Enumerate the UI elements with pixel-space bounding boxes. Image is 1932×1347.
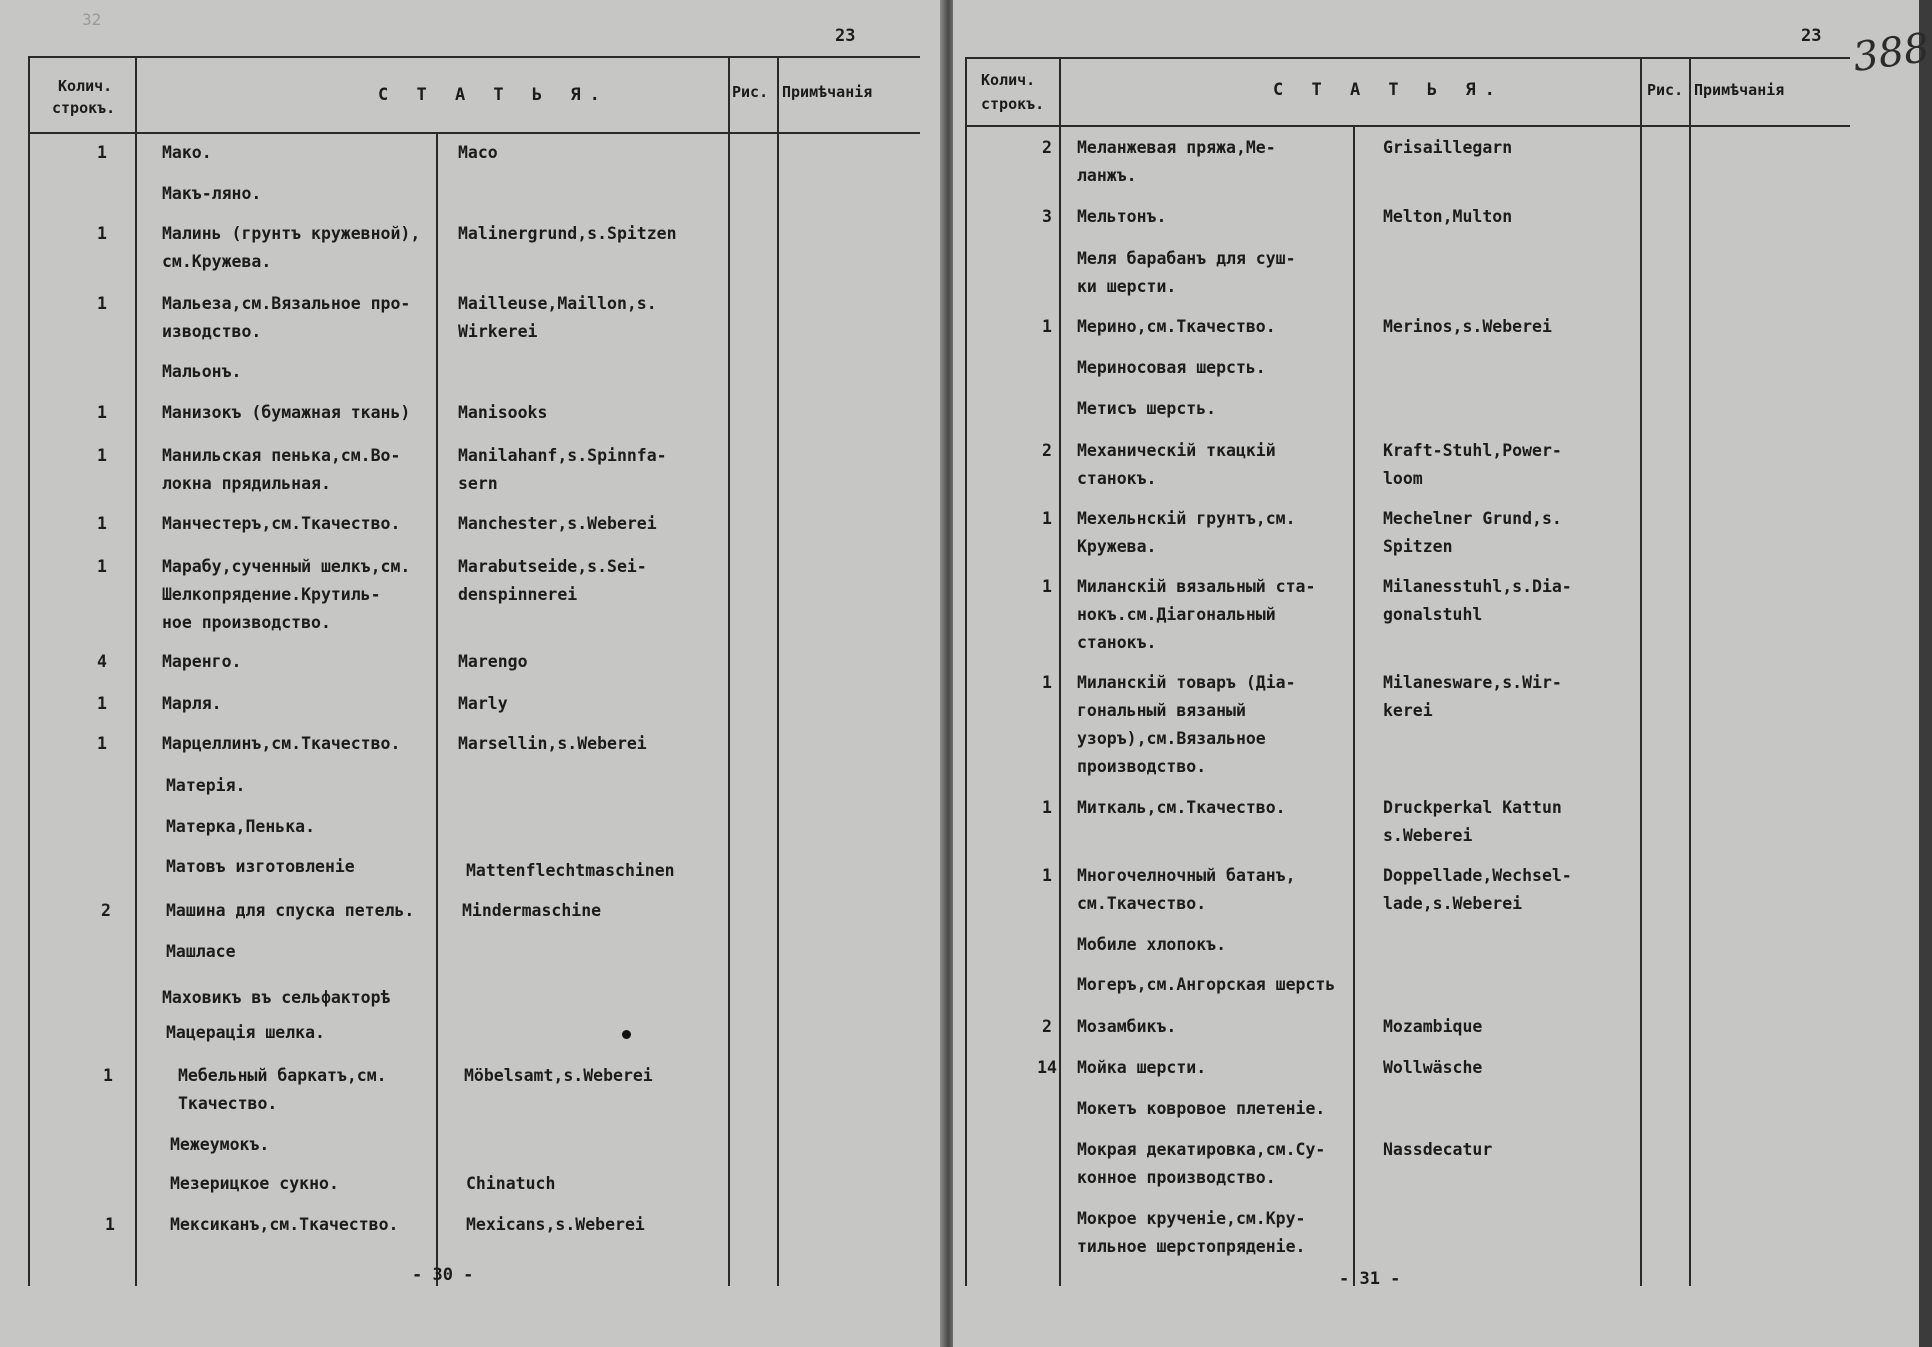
left-page [0,0,945,1347]
left-entries-list [0,0,945,1347]
entry-russian-term: Макъ-ляно. [162,184,262,203]
entry-german-term: Malinergrund,s.Spitzen [458,224,677,243]
notes-header-label: Примѣчанія [1694,81,1785,99]
right-page-top-number: 23 [1801,26,1822,46]
entry-german-term: Maco [458,143,498,162]
right-page [953,0,1932,1347]
entry-russian-term: Мезерицкое сукно. [170,1174,339,1193]
entry-german-term: Milanesware,s.Wir- kerei [1383,673,1562,720]
entry-german-term: Nassdecatur [1383,1140,1493,1159]
right-entries-list [953,0,1919,1347]
entry-qty: 1 [1042,509,1052,528]
entry-qty: 1 [105,1215,115,1234]
entry-qty: 1 [1042,798,1052,817]
entry-russian-term: Механическій ткацкій станокъ. [1077,441,1276,488]
entry-german-term: Marsellin,s.Weberei [458,734,647,753]
entry-german-term: Mexicans,s.Weberei [466,1215,645,1234]
qty-header-label-2: строкъ. [52,99,116,117]
entry-russian-term: Миланскій вязальный ста- нокъ.см.Діагональный станокъ. [1077,577,1316,652]
entry-qty: 1 [97,446,107,465]
entry-russian-term: Мокетъ ковровое плетеніе. [1077,1099,1326,1118]
entry-russian-term: Марля. [162,694,222,713]
entry-russian-term: Межеумокъ. [170,1135,270,1154]
entry-russian-term: Мокрая декатировка,см.Су- конное производство. [1077,1140,1326,1187]
entry-qty: 2 [1042,441,1052,460]
handwritten-page-number: 388 [1850,24,1932,82]
article-header-title: С Т А Т Ь Я. [378,85,609,105]
entry-qty: 2 [1042,138,1052,157]
entry-qty: 1 [97,514,107,533]
entry-german-term: Mozambique [1383,1017,1483,1036]
entry-german-term: Möbelsamt,s.Weberei [464,1066,653,1085]
entry-russian-term: Мехельнскій грунтъ,см. Кружева. [1077,509,1296,556]
entry-qty: 4 [97,652,107,671]
entry-russian-term: Мозамбикъ. [1077,1017,1177,1036]
left-page-top-number: 23 [835,26,856,46]
entry-russian-term: Малинь (грунтъ кружевной), см.Кружева. [162,224,421,271]
entry-russian-term: Машласе [166,942,236,961]
entry-russian-term: Марабу,сученный шелкъ,см. Шелкопрядение.Крутиль- ное производство. [162,557,411,632]
entry-russian-term: Мебельный баркатъ,см. Ткачество. [178,1066,387,1113]
entry-german-term: Marabutseide,s.Sei- denspinnerei [458,557,647,604]
entry-russian-term: Матерка,Пенька. [166,817,316,836]
entry-russian-term: Матерія. [166,776,246,795]
entry-qty: 1 [97,734,107,753]
entry-german-term: Melton,Multon [1383,207,1513,226]
entry-german-term: Mechelner Grund,s. Spitzen [1383,509,1562,556]
fig-header-label: Рис. [732,83,769,101]
entry-german-term: Marengo [458,652,528,671]
entry-german-term: Milanesstuhl,s.Dia- gonalstuhl [1383,577,1572,624]
entry-german-term: Merinos,s.Weberei [1383,317,1552,336]
entry-german-term: Mailleuse,Maillon,s. Wirkerei [458,294,657,341]
entry-russian-term: Машина для спуска петель. [166,901,415,920]
left-page-footer-number: - 30 - [412,1265,474,1285]
entry-german-term: Chinatuch [466,1174,556,1193]
entry-german-term: Doppellade,Wechsel- lade,s.Weberei [1383,866,1572,913]
entry-russian-term: Многочелночный батанъ, см.Ткачество. [1077,866,1296,913]
entry-german-term: Marly [458,694,508,713]
entry-qty: 1 [97,143,107,162]
entry-german-term: Wollwäsche [1383,1058,1483,1077]
entry-german-term: Manilahanf,s.Spinnfa- sern [458,446,667,493]
qty-header-label-2: строкъ. [981,95,1045,113]
entry-qty: 3 [1042,207,1052,226]
entry-russian-term: Мексиканъ,см.Ткачество. [170,1215,399,1234]
entry-qty: 2 [1042,1017,1052,1036]
entry-russian-term: Мериносовая шерсть. [1077,358,1266,377]
entry-qty: 1 [97,694,107,713]
entry-russian-term: Миткаль,см.Ткачество. [1077,798,1286,817]
entry-qty: 1 [1042,317,1052,336]
entry-qty: 1 [97,224,107,243]
entry-russian-term: Мако. [162,143,212,162]
entry-qty: 1 [1042,577,1052,596]
entry-russian-term: Мокрое крученіе,см.Кру- тильное шерстопряденіе. [1077,1209,1306,1256]
entry-german-term: Grisaillegarn [1383,138,1513,157]
entry-russian-term: Марцеллинъ,см.Ткачество. [162,734,401,753]
fig-header-label: Рис. [1647,81,1684,99]
entry-qty: 1 [103,1066,113,1085]
entry-russian-term: Мальонъ. [162,362,242,381]
entry-russian-term: Миланскій товаръ (Діа- гональный вязаный узоръ),см.Вязальное производство. [1077,673,1296,776]
entry-russian-term: Манчестеръ,см.Ткачество. [162,514,401,533]
entry-russian-term: Мойка шерсти. [1077,1058,1207,1077]
qty-header-label: Колич. [58,77,113,95]
entry-russian-term: Метисъ шерсть. [1077,399,1217,418]
entry-qty: 2 [101,901,111,920]
entry-russian-term: Мельтонъ. [1077,207,1167,226]
entry-german-term: Kraft-Stuhl,Power- loom [1383,441,1562,488]
entry-german-term: Druckperkal Kattun s.Weberei [1383,798,1562,845]
qty-header-label: Колич. [981,71,1036,89]
entry-russian-term: Манизокъ (бумажная ткань) [162,403,411,422]
entry-german-term: Manisooks [458,403,548,422]
entry-russian-term: Меля барабанъ для суш- ки шерсти. [1077,249,1296,296]
entry-russian-term: Маренго. [162,652,242,671]
entry-russian-term: Матовъ изготовленіе [166,857,355,876]
entry-qty: 1 [97,557,107,576]
entry-qty: 1 [1042,673,1052,692]
entry-qty: 1 [1042,866,1052,885]
notes-header-label: Примѣчанія [782,83,873,101]
right-page-footer-number: - 31 - [1339,1269,1401,1289]
article-header-title: С Т А Т Ь Я. [1273,80,1504,100]
entry-german-term: Mindermaschine [462,901,602,920]
entry-german-term: Mattenflechtmaschinen [466,861,675,880]
ink-blot [622,1030,631,1039]
entry-qty: 1 [97,403,107,422]
entry-russian-term: Меланжевая пряжа,Ме- ланжъ. [1077,138,1276,185]
entry-qty: 1 [97,294,107,313]
entry-russian-term: Мальеза,см.Вязальное про- изводство. [162,294,411,341]
entry-russian-term: Манильская пенька,см.Во- локна прядильная. [162,446,401,493]
entry-russian-term: Мобиле хлопокъ. [1077,935,1227,954]
left-page-corner-number: 32 [82,10,102,29]
entry-german-term: Manchester,s.Weberei [458,514,657,533]
entry-russian-term: Мацерація шелка. [166,1023,325,1042]
entry-russian-term: Маховикъ въ сельфакторѣ [162,988,391,1007]
entry-russian-term: Могеръ,см.Ангорская шерсть [1077,975,1336,994]
entry-qty: 14 [1037,1058,1057,1077]
entry-russian-term: Мерино,см.Ткачество. [1077,317,1276,336]
